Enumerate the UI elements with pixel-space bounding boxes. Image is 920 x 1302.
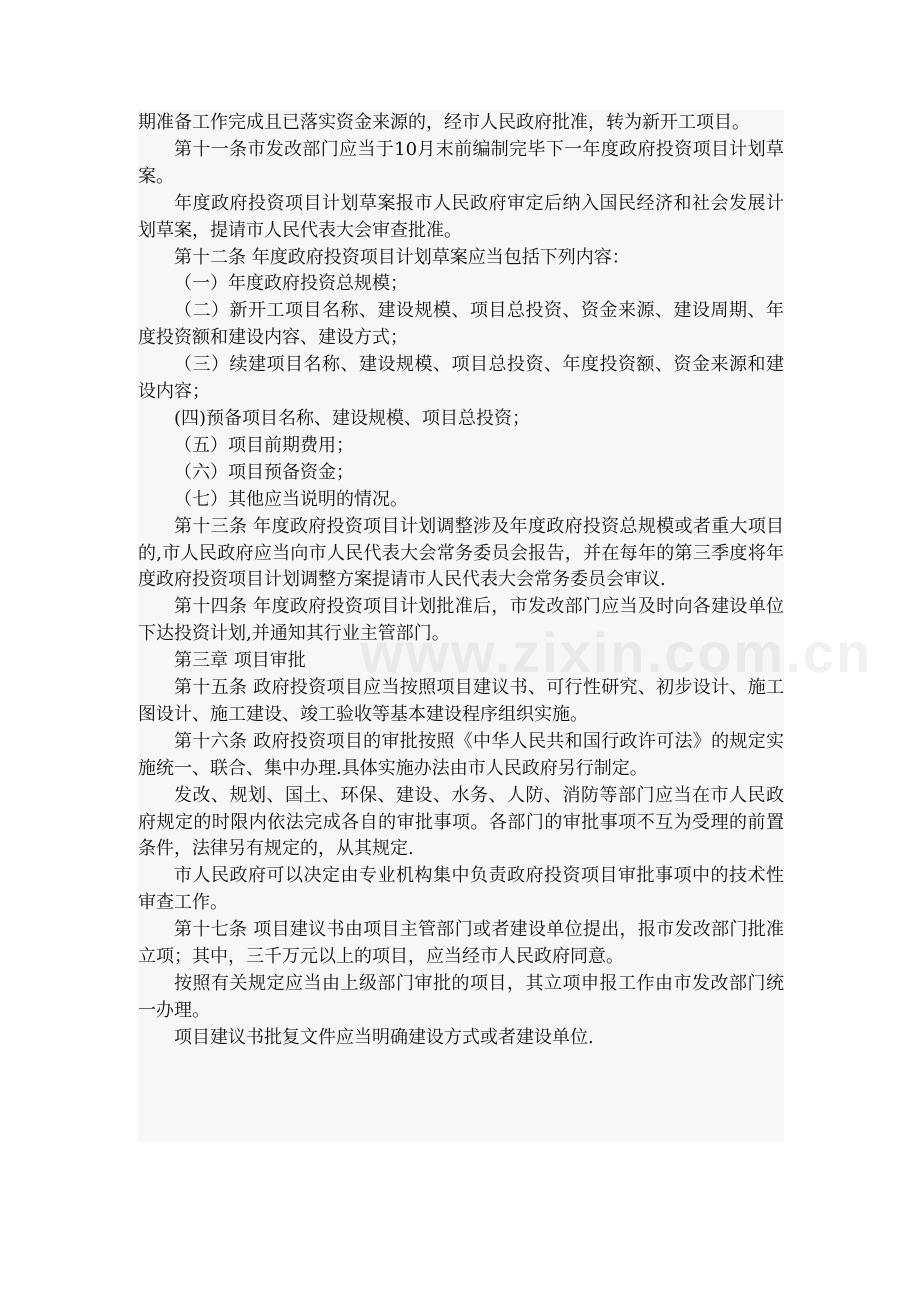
article-12: 第十二条 年度政府投资项目计划草案应当包括下列内容： (174, 246, 630, 268)
article-17: 第十七条 项目建议书由项目主管部门或者建设单位提出，报市发改部门批准立项；其中，三千万元以上的项目，应当经市人民政府同意。 (138, 919, 784, 968)
article-16-paragraph-3: 市人民政府可以决定由专业机构集中负责政府投资项目审批事项中的技术性审查工作。 (138, 865, 784, 914)
article-12-item-3: （三）续建项目名称、建设规模、项目总投资、年度投资额、资金来源和建设内容； (138, 354, 784, 403)
article-12-item-1: （一）年度政府投资总规模； (174, 273, 408, 295)
article-16-paragraph-2: 发改、规划、国土、环保、建设、水务、人防、消防等部门应当在市人民政府规定的时限内依法完成各自的审批事项。各部门的审批事项不互为受理的前置条件，法律另有规定的，从其规定. (138, 784, 784, 860)
article-13: 第十三条 年度政府投资项目计划调整涉及年度政府投资总规模或者重大项目的,市人民政府应当向市人民代表大会常务委员会报告，并在每年的第三季度将年度政府投资项目计划调整方案提请市人民代表大会常务委员会审议. (138, 515, 784, 591)
article-12-item-4: (四)预备项目名称、建设规模、项目总投资； (174, 407, 531, 429)
article-11-paragraph-2: 年度政府投资项目计划草案报市人民政府审定后纳入国民经济和社会发展计划草案，提请市人民代表大会审查批准。 (138, 192, 784, 241)
article-15: 第十五条 政府投资项目应当按照项目建议书、可行性研究、初步设计、施工图设计、施工建设、竣工验收等基本建设程序组织实施。 (138, 677, 784, 725)
article-17-paragraph-3: 项目建议书批复文件应当明确建设方式或者建设单位. (174, 1026, 594, 1048)
article-12-item-2: （二）新开工项目名称、建设规模、项目总投资、资金来源、建设周期、年度投资额和建设内容、建设方式； (138, 300, 784, 349)
article-12-item-5: （五）项目前期费用； (174, 434, 354, 456)
article-12-item-7: （七）其他应当说明的情况。 (174, 488, 408, 510)
chapter-3-heading: 第三章 项目审批 (174, 650, 306, 672)
article-14: 第十四条 年度政府投资项目计划批准后，市发改部门应当及时向各建设单位下达投资计划,并通知其行业主管部门。 (138, 596, 784, 645)
article-16: 第十六条 政府投资项目的审批按照《中华人民共和国行政许可法》的规定实施统一、联合、集中办理.具体实施办法由市人民政府另行制定。 (138, 730, 784, 779)
article-11: 第十一条市发改部门应当于10月末前编制完毕下一年度政府投资项目计划草案。 (138, 138, 784, 187)
document-body (138, 110, 784, 1142)
article-17-paragraph-2: 按照有关规定应当由上级部门审批的项目，其立项申报工作由市发改部门统一办理。 (138, 973, 784, 1021)
paragraph-continuation: 期准备工作完成且已落实资金来源的，经市人民政府批准，转为新开工项目。 (138, 112, 750, 133)
article-12-item-6: （六）项目预备资金； (174, 461, 354, 483)
